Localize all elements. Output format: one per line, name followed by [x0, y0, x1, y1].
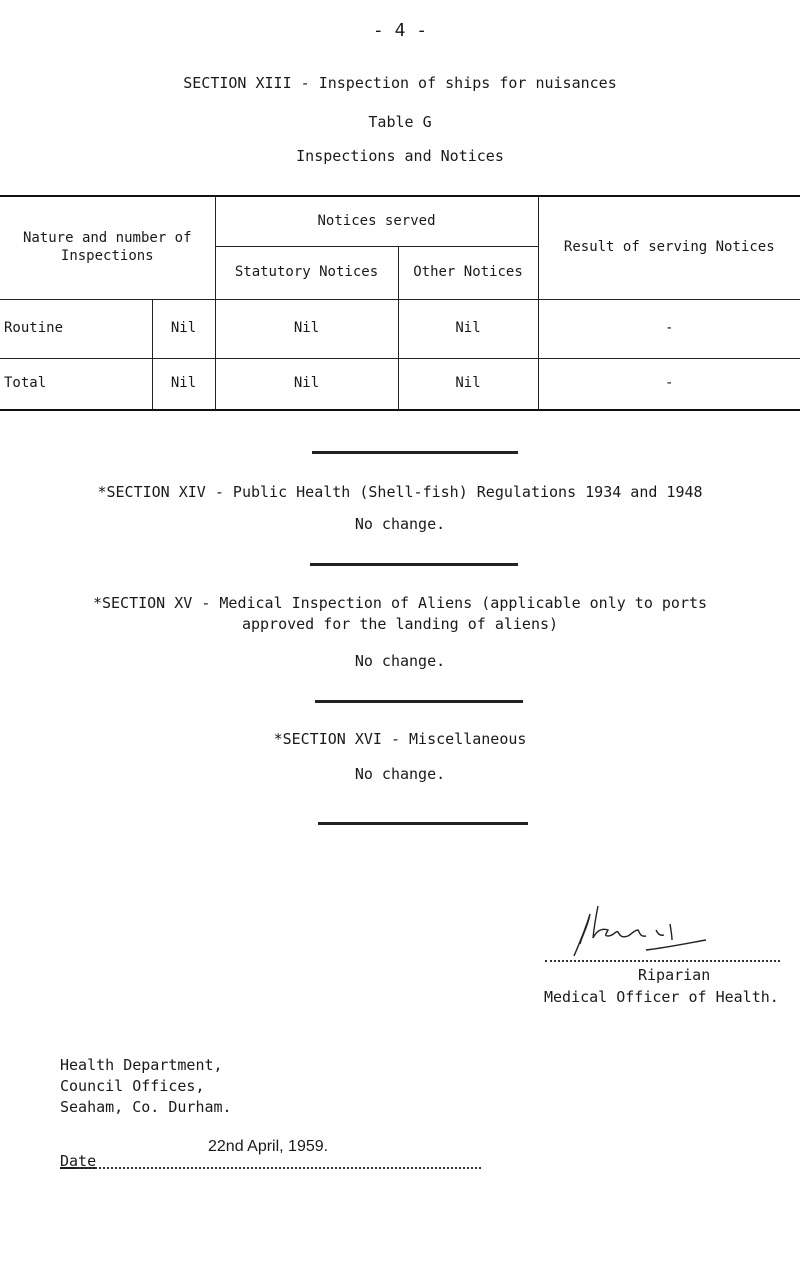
divider	[318, 822, 528, 825]
date-value: 22nd April, 1959.	[208, 1138, 329, 1155]
row-result: -	[538, 299, 800, 358]
signature-image	[560, 900, 710, 962]
date-line	[76, 1167, 481, 1169]
section-xiii-heading: SECTION XIII - Inspection of ships for nuisances	[183, 74, 617, 92]
address-line2: Council Offices,	[60, 1077, 205, 1095]
page-number: - 4 -	[372, 20, 428, 41]
row-result: -	[538, 358, 800, 410]
divider	[312, 451, 518, 454]
section-xv-body: No change.	[354, 652, 446, 670]
header-statutory: Statutory Notices	[215, 246, 398, 299]
signature-title-line1: Riparian	[638, 966, 711, 984]
row-other: Nil	[398, 358, 538, 410]
signature-line	[545, 960, 780, 962]
section-xiv-body: No change.	[354, 515, 446, 533]
row-number: Nil	[152, 358, 215, 410]
row-statutory: Nil	[215, 358, 398, 410]
row-number: Nil	[152, 299, 215, 358]
header-result: Result of serving Notices	[538, 196, 800, 299]
inspections-table	[0, 195, 800, 411]
row-other: Nil	[398, 299, 538, 358]
table-label: Table G	[368, 113, 432, 131]
section-xiv-heading: *SECTION XIV - Public Health (Shell-fish) Regulations 1934 and 1948	[97, 483, 703, 501]
table-row	[0, 358, 800, 410]
table-row	[0, 299, 800, 358]
section-xv-heading-line1: *SECTION XV - Medical Inspection of Aliens (applicable only to ports	[92, 594, 708, 612]
row-statutory: Nil	[215, 299, 398, 358]
address-line3: Seaham, Co. Durham.	[60, 1098, 232, 1116]
table-title: Inspections and Notices	[296, 147, 504, 165]
header-notices-served: Notices served	[215, 196, 538, 246]
signature-title-line2: Medical Officer of Health.	[544, 988, 779, 1006]
divider	[315, 700, 523, 703]
section-xvi-heading: *SECTION XVI - Miscellaneous	[273, 730, 527, 748]
row-label: Routine	[0, 299, 152, 358]
date-label: Date	[60, 1152, 97, 1170]
address-line1: Health Department,	[60, 1056, 223, 1074]
header-other: Other Notices	[398, 246, 538, 299]
divider	[310, 563, 518, 566]
header-nature: Nature and number of Inspections	[0, 196, 215, 299]
row-label: Total	[0, 358, 152, 410]
section-xvi-body: No change.	[354, 765, 446, 783]
section-xv-heading-line2: approved for the landing of aliens)	[241, 615, 559, 633]
